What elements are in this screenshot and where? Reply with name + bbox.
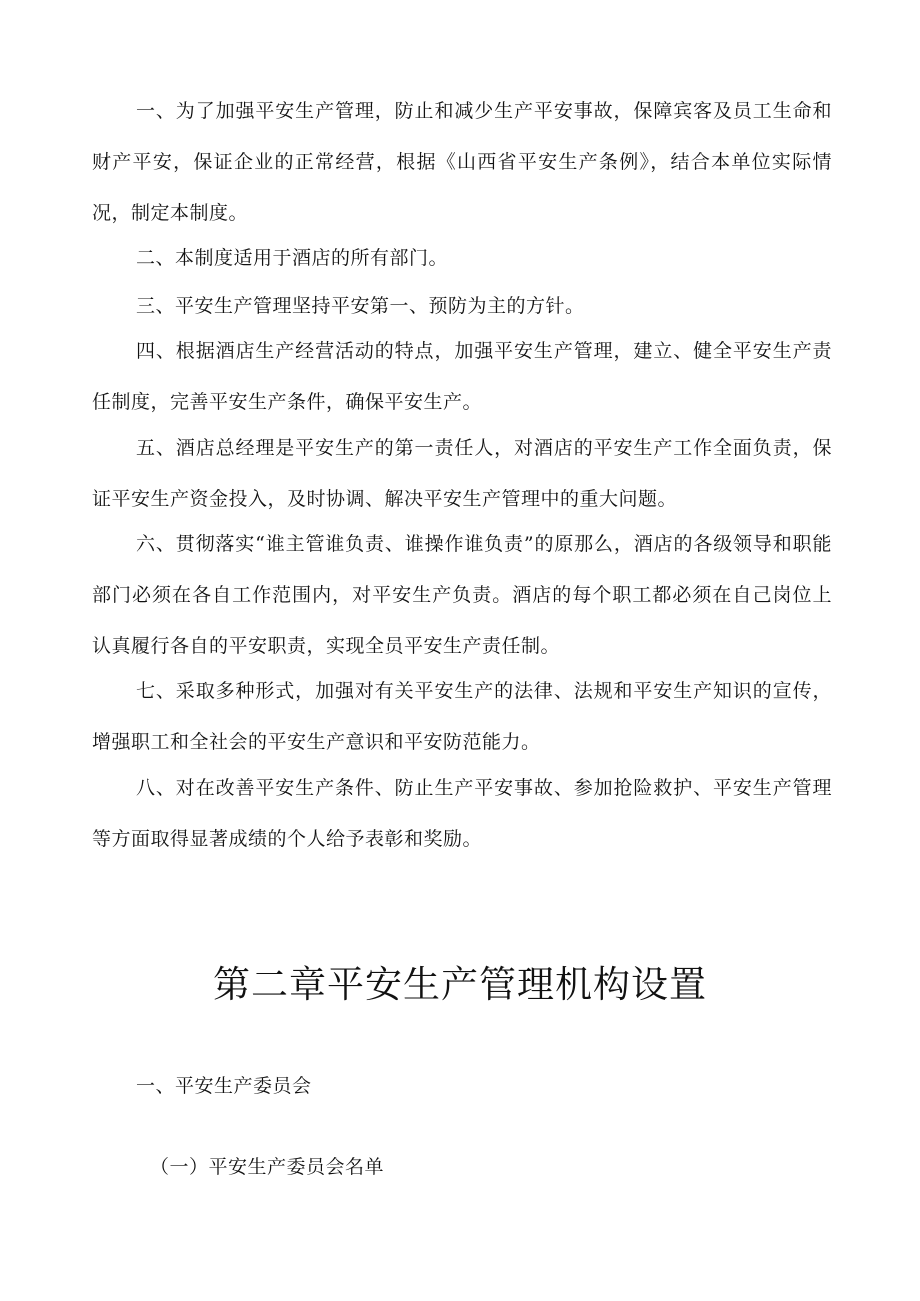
paragraph-3: 三、平安生产管理坚持平安第一、预防为主的方针。 [136,295,585,317]
paragraph-2: 二、本制度适用于酒店的所有部门。 [136,247,449,269]
paragraph-6: 六、贯彻落实“谁主管谁负责、谁操作谁负责”的原那么，酒店的各级领导和职能部门必须在各自工作范围内，对平安生产负责。酒店的每个职工都必须在自己岗位上认真履行各自的平安职责，实现全员平安生产责任制。 [92,533,832,657]
paragraph-8: 八、对在改善平安生产条件、防止生产平安事故、参加抢险救护、平安生产管理等方面取得显著成绩的个人给予表彰和奖励。 [92,777,832,850]
section-heading: 一、平安生产委员会 [136,1075,312,1097]
chapter-title: 第二章平安生产管理机构设置 [213,963,707,1006]
paragraph-4: 四、根据酒店生产经营活动的特点，加强平安生产管理，建立、健全平安生产责任制度，完善平安生产条件，确保平安生产。 [92,340,832,413]
paragraph-1: 一、为了加强平安生产管理，防止和减少生产平安事故，保障宾客及员工生命和财产平安，保证企业的正常经营，根据《山西省平安生产条例》，结合本单位实际情况，制定本制度。 [92,100,832,224]
subsection-heading: （一）平安生产委员会名单 [150,1156,385,1178]
paragraph-7: 七、采取多种形式，加强对有关平安生产的法律、法规和平安生产知识的宣传，增强职工和全社会的平安生产意识和平安防范能力。 [92,680,832,753]
paragraph-5: 五、酒店总经理是平安生产的第一责任人，对酒店的平安生产工作全面负责，保证平安生产资金投入，及时协调、解决平安生产管理中的重大问题。 [92,437,832,510]
